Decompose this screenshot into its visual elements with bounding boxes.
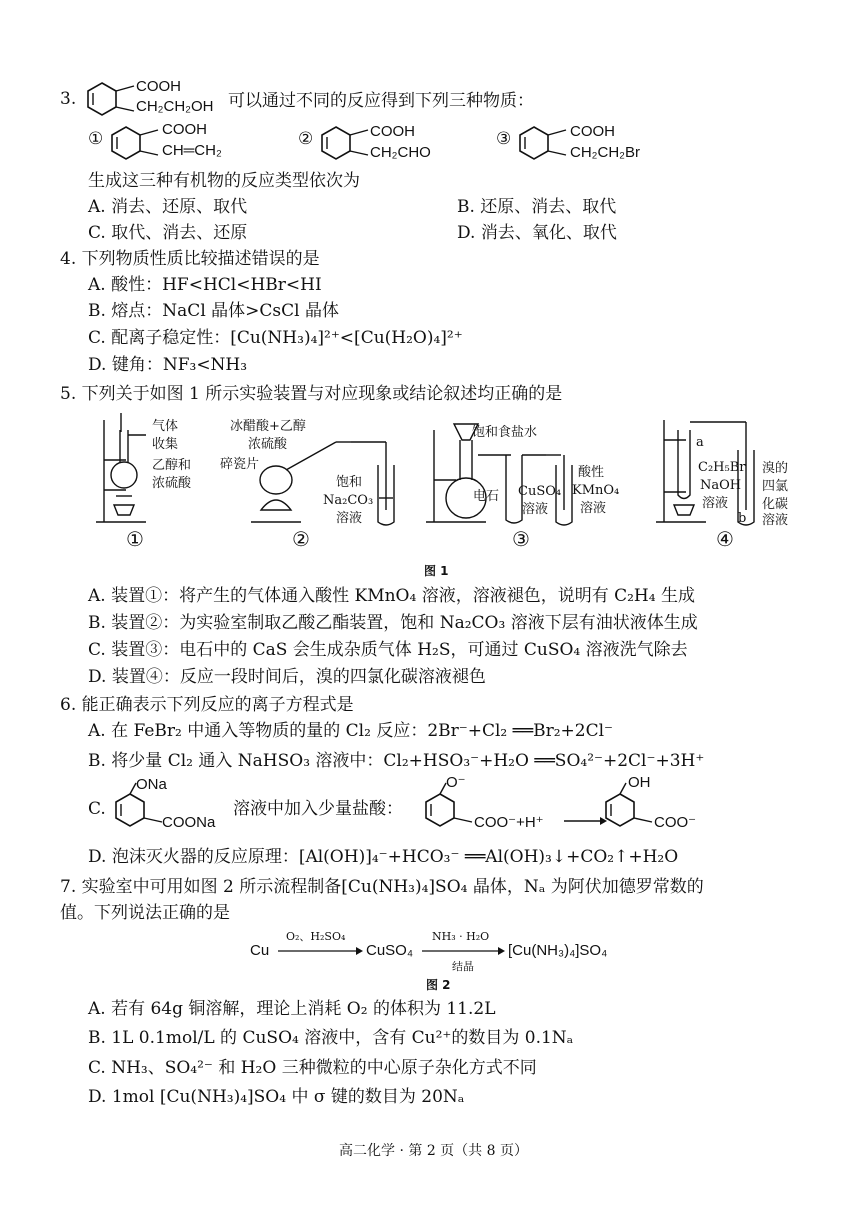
q3-option-a: A. 消去、还原、取代 xyxy=(88,197,248,217)
app4-label-b: b xyxy=(738,511,747,526)
q3-p2-ch2cho: CH₂CHO xyxy=(370,144,431,161)
q7-option-b: B. 1L 0.1mol/L 的 CuSO₄ 溶液中，含有 Cu²⁺的数目为 0.1Nₐ xyxy=(88,1028,574,1048)
app4-number: ④ xyxy=(716,527,734,551)
app2-label-chips: 碎瓷片 xyxy=(220,457,260,472)
figure-1-caption: 图 1 xyxy=(424,564,449,578)
app2-label-acid: 浓硫酸 xyxy=(248,437,288,452)
q3-p1-cooh: COOH xyxy=(162,121,207,138)
q3-ch2ch2oh: CH₂CH₂OH xyxy=(136,98,214,115)
q4-option-a: A. 酸性：HF<HCl<HBr<HI xyxy=(88,275,322,295)
q7-flow-cuso4: CuSO₄ xyxy=(366,942,413,959)
q6-option-b: B. 将少量 Cl₂ 通入 NaHSO₃ 溶液中：Cl₂+HSO₃⁻+H₂O ══SO₄²⁻+2Cl⁻+3H⁺ xyxy=(88,751,705,771)
app2-label-reagents: 冰醋酸+乙醇 xyxy=(230,419,306,434)
q3-p1-benzene xyxy=(110,118,162,168)
q6-option-d: D. 泡沫灭火器的反应原理：[Al(OH)]₄⁻+HCO₃⁻ ══Al(OH)₃↓+CO₂↑+H₂O xyxy=(88,847,679,867)
app4-label-a: a xyxy=(696,435,704,450)
app2-label-na2co3: Na₂CO₃ xyxy=(323,493,374,508)
q3-option-d: D. 消去、氧化、取代 xyxy=(457,223,617,243)
q3-benzene-structure xyxy=(86,74,138,124)
q3-p2-benzene xyxy=(320,118,372,168)
q6-option-a: A. 在 FeBr₂ 中通入等物质的量的 Cl₂ 反应：2Br⁻+Cl₂ ══Br₂+2Cl⁻ xyxy=(88,721,614,741)
q3-p3-benzene xyxy=(518,118,570,168)
app3-label-cuso4: CuSO₄ xyxy=(518,484,562,499)
q6-stem: 6. 能正确表示下列反应的离子方程式是 xyxy=(60,695,354,715)
app4-label-naoh: NaOH xyxy=(700,478,742,493)
page-footer: 高二化学 · 第 2 页（共 8 页） xyxy=(339,1143,528,1159)
q6-c-coo-h: COO⁻+H⁺ xyxy=(474,814,544,831)
q5-option-d: D. 装置④：反应一段时间后，溴的四氯化碳溶液褪色 xyxy=(88,667,486,687)
q6-option-c-label: C. xyxy=(88,799,106,819)
q7-flow-arrow2 xyxy=(422,946,506,956)
app3-label-brine: 饱和食盐水 xyxy=(472,425,538,440)
q3-p2-label: ② xyxy=(298,129,314,149)
q3-p3-ch2ch2br: CH₂CH₂Br xyxy=(570,144,640,161)
q4-stem: 4. 下列物质性质比较描述错误的是 xyxy=(60,249,320,269)
q7-flow-cu: Cu xyxy=(250,942,270,959)
q6-c-o-minus: O⁻ xyxy=(446,774,466,791)
q5-option-c: C. 装置③：电石中的 CaS 会生成杂质气体 H₂S，可通过 CuSO₄ 溶液洗气除去 xyxy=(88,640,688,660)
q3-p3-label: ③ xyxy=(496,129,512,149)
q7-stem-line2: 值。下列说法正确的是 xyxy=(60,903,230,923)
q3-number: 3. xyxy=(60,89,77,109)
q7-flow-arrow2-bottom: 结晶 xyxy=(452,960,474,973)
q7-stem-line1: 7. 实验室中可用如图 2 所示流程制备[Cu(NH₃)₄]SO₄ 晶体，Nₐ 为阿伏加德罗常数的 xyxy=(60,877,704,897)
q7-option-d: D. 1mol [Cu(NH₃)₄]SO₄ 中 σ 键的数目为 20Nₐ xyxy=(88,1087,465,1107)
q6-c-coo: COO⁻ xyxy=(654,814,697,831)
q4-option-b: B. 熔点：NaCl 晶体>CsCl 晶体 xyxy=(88,301,339,321)
app1-label-acid: 浓硫酸 xyxy=(152,476,192,491)
q3-p3-cooh: COOH xyxy=(570,123,615,140)
q5-stem: 5. 下列关于如图 1 所示实验装置与对应现象或结论叙述均正确的是 xyxy=(60,384,563,404)
q3-option-b: B. 还原、消去、取代 xyxy=(457,197,617,217)
app3-label-soln1: 溶液 xyxy=(522,502,549,517)
app2-number: ② xyxy=(292,527,310,551)
app1-label-gas: 气体 xyxy=(152,419,179,434)
q3-p1-vinyl: CH═CH₂ xyxy=(162,142,222,159)
q6-c-coona: COONa xyxy=(162,814,216,831)
app4-label-ccl4b: 化碳 xyxy=(762,497,789,512)
q3-p2-cooh: COOH xyxy=(370,123,415,140)
q6-c-oh: OH xyxy=(628,774,651,791)
app2-label-sat: 饱和 xyxy=(336,475,363,490)
q3-cooh: COOH xyxy=(136,78,181,95)
figure-2-caption: 图 2 xyxy=(426,978,451,992)
app3-label-kmno4: KMnO₄ xyxy=(572,483,620,498)
q7-flow-product: [Cu(NH₃)₄]SO₄ xyxy=(508,942,608,959)
q7-flow-arrow2-label: NH₃ · H₂O xyxy=(432,930,490,943)
app1-label-ethanol: 乙醇和 xyxy=(152,458,192,473)
app4-label-ccl4a: 四氯 xyxy=(762,479,789,494)
app1-label-collect: 收集 xyxy=(152,437,179,452)
app4-label-soln2: 溶液 xyxy=(762,513,789,528)
q5-option-b: B. 装置②：为实验室制取乙酸乙酯装置，饱和 Na₂CO₃ 溶液下层有油状液体生成 xyxy=(88,613,698,633)
q6-c-text: 溶液中加入少量盐酸： xyxy=(233,799,403,819)
q4-option-d: D. 键角：NF₃<NH₃ xyxy=(88,355,248,375)
app3-number: ③ xyxy=(512,527,530,551)
q3-ask: 生成这三种有机物的反应类型依次为 xyxy=(88,171,360,191)
q3-p1-label: ① xyxy=(88,129,104,149)
q7-option-c: C. NH₃、SO₄²⁻ 和 H₂O 三种微粒的中心原子杂化方式不同 xyxy=(88,1058,537,1078)
q6-c-ona: ONa xyxy=(136,776,167,793)
app3-label-acidic: 酸性 xyxy=(578,465,605,480)
q7-flow-arrow1-label: O₂、H₂SO₄ xyxy=(286,930,346,943)
app3-label-carbide: 电石 xyxy=(473,489,500,504)
q7-flow-arrow1 xyxy=(278,946,364,956)
q3-option-c: C. 取代、消去、还原 xyxy=(88,223,248,243)
app1-number: ① xyxy=(126,527,144,551)
app2-label-soln: 溶液 xyxy=(336,511,363,526)
q4-option-c: C. 配离子稳定性：[Cu(NH₃)₄]²⁺<[Cu(H₂O)₄]²⁺ xyxy=(88,328,463,348)
app4-label-c2h5br: C₂H₅Br xyxy=(698,460,746,475)
q3-stem: 可以通过不同的反应得到下列三种物质： xyxy=(228,91,534,111)
q7-option-a: A. 若有 64g 铜溶解，理论上消耗 O₂ 的体积为 11.2L xyxy=(88,999,496,1019)
app3-label-soln2: 溶液 xyxy=(580,501,607,516)
q5-option-a: A. 装置①：将产生的气体通入酸性 KMnO₄ 溶液，溶液褪色，说明有 C₂H₄ 生成 xyxy=(88,586,695,606)
app4-label-soln: 溶液 xyxy=(702,496,729,511)
app4-label-br: 溴的 xyxy=(762,461,789,476)
